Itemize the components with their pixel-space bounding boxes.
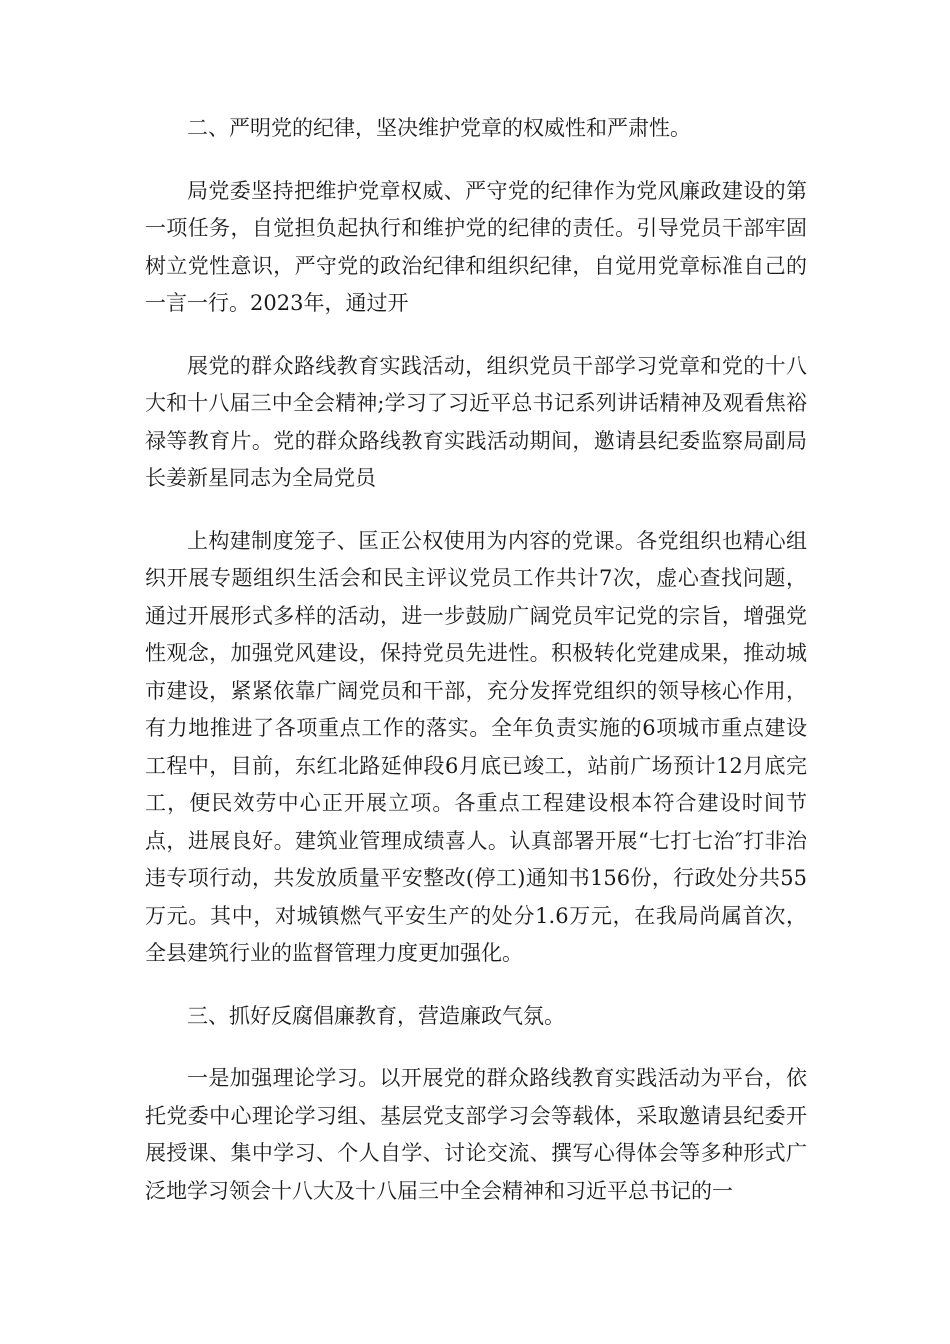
paragraph-4: 一是加强理论学习。以开展党的群众路线教育实践活动为平台，依托党委中心理论学习组、基层党支部学习会等载体，采取邀请县纪委开展授课、集中学习、个人自学、讨论交流、撰写心得体会等多种形式广泛地学习领会十八大及十八届三中全会精神和习近平总书记的一 bbox=[145, 1066, 807, 1203]
section-heading-3: 三、抓好反腐倡廉教育，营造廉政气氛。 bbox=[187, 1003, 565, 1028]
paragraph-2: 展党的群众路线教育实践活动，组织党员干部学习党章和党的十八大和十八届三中全会精神;学习了习近平总书记系列讲话精神及观看焦裕禄等教育片。党的群众路线教育实践活动期间，邀请县纪委监察局副局长姜新星同志为全局党员 bbox=[145, 353, 807, 490]
section-heading-2: 二、严明党的纪律，坚决维护党章的权威性和严肃性。 bbox=[187, 116, 691, 140]
paragraph-3: 上构建制度笼子、匡正公权使用为内容的党课。各党组织也精心组织开展专题组织生活会和民主评议党员工作共计7次，虚心查找问题，通过开展形式多样的活动，进一步鼓励广阔党员牢记党的宗旨，增强党性观念，加强党风建设，保持党员先进性。积极转化党建成果，推动城市建设，紧紧依靠广阔党员和干部，充分发挥党组织的领导核心作用，有力地推进了各项重点工作的落实。全年负责实施的6项城市重点建设工程中，目前，东红北路延伸段6月底已竣工，站前广场预计12月底完工，便民效劳中心正开展立项。各重点工程建设根本符合建设时间节点，进展良好。建筑业管理成绩喜人。认真部署开展“七打七治″打非治违专项行动，共发放质量平安整改(停工)通知书156份，行政处分共55万元。其中，对城镇燃气平安生产的处分1.6万元，在我局尚属首次，全县建筑行业的监督管理力度更加强化。 bbox=[145, 528, 807, 965]
document-page bbox=[145, 110, 807, 1235]
paragraph-1: 局党委坚持把维护党章权威、严守党的纪律作为党风廉政建设的第一项任务，自觉担负起执行和维护党的纪律的责任。引导党员干部牢固树立党性意识，严守党的政治纪律和组织纪律，自觉用党章标准自己的一言一行。2023年，通过开 bbox=[145, 178, 807, 315]
